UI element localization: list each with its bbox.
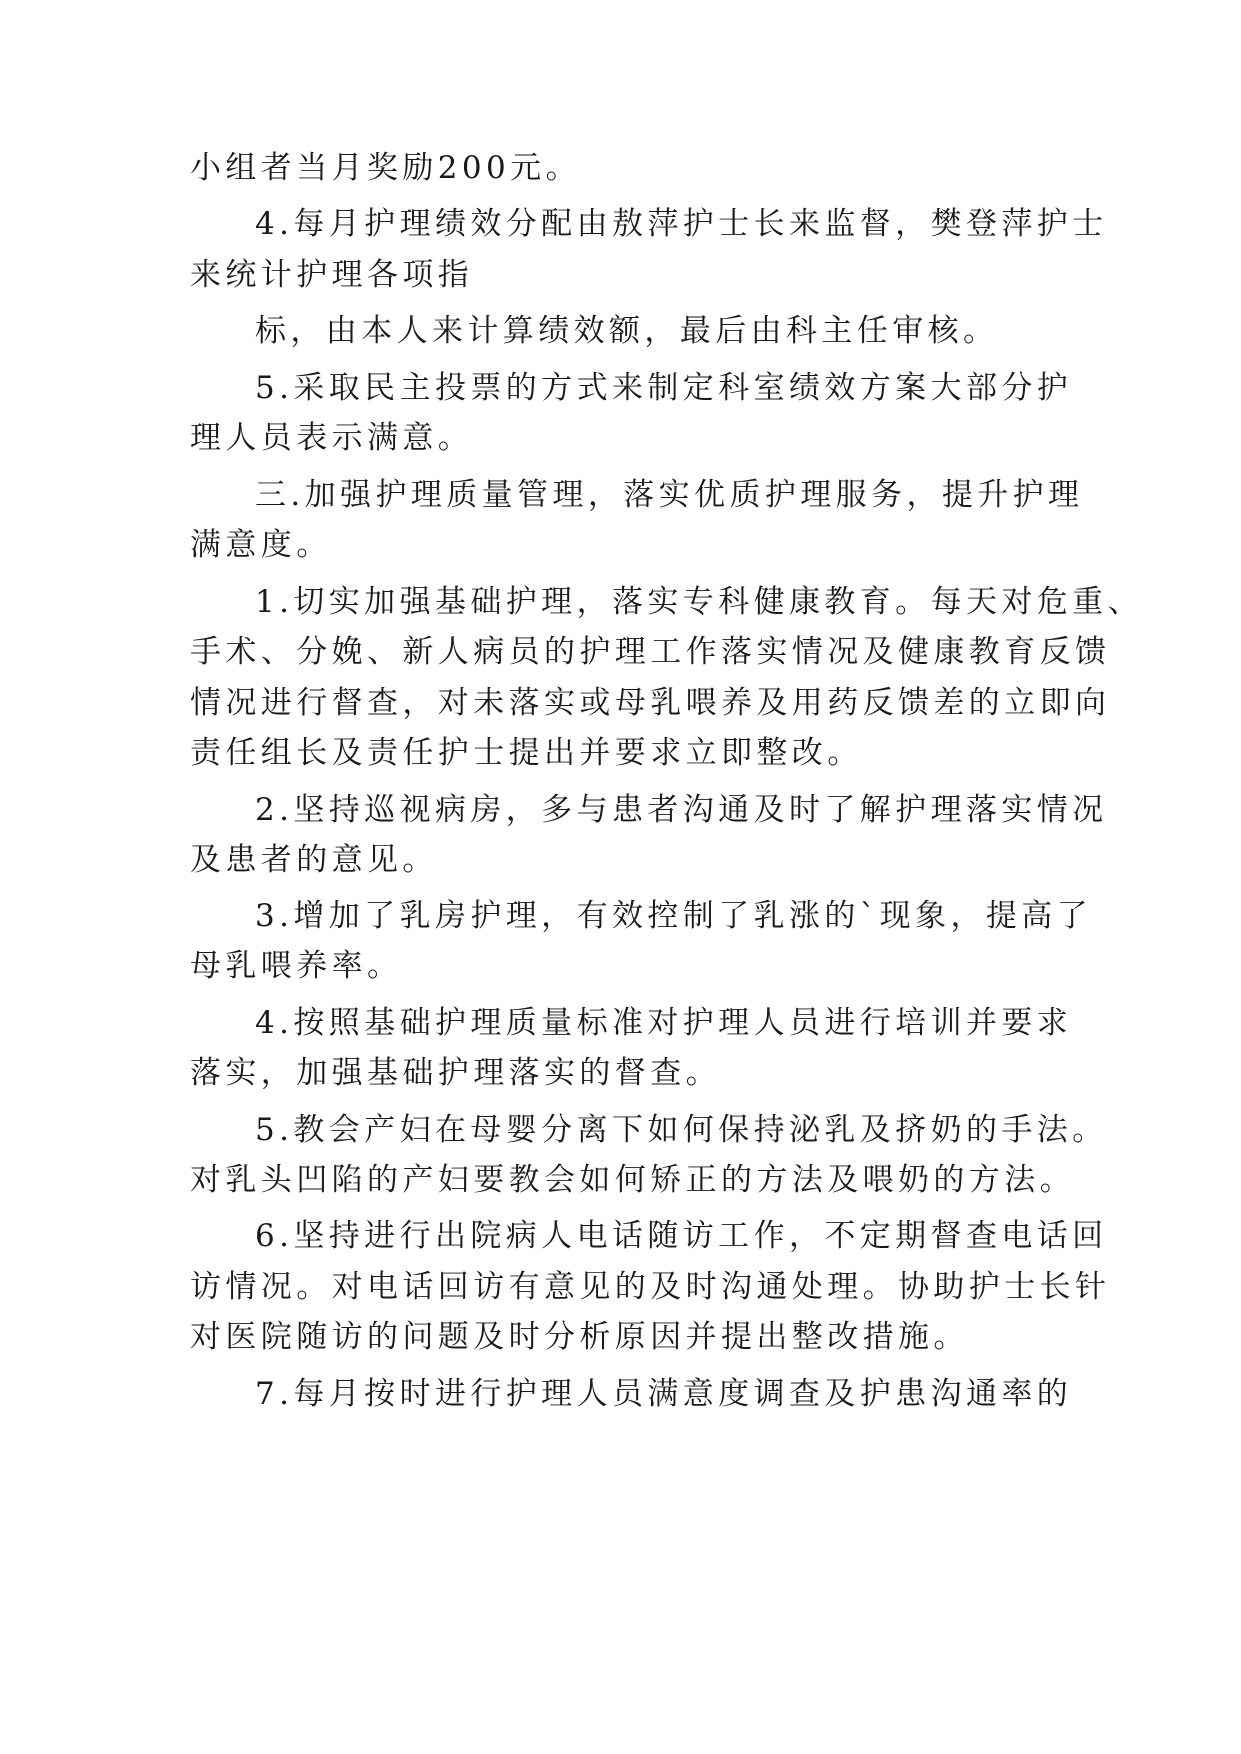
text-line: 2.坚持巡视病房，多与患者沟通及时了解护理落实情况 xyxy=(255,792,1108,828)
text-line: 3.增加了乳房护理，有效控制了乳涨的`现象，提高了 xyxy=(255,898,1093,934)
text-line: 4.按照基础护理质量标准对护理人员进行培训并要求 xyxy=(255,1005,1073,1041)
text-line: 母乳喂养率。 xyxy=(190,948,403,984)
text-line: 7.每月按时进行护理人员满意度调查及护患沟通率的 xyxy=(255,1376,1073,1412)
text-line: 对医院随访的问题及时分析原因并提出整改措施。 xyxy=(190,1319,969,1355)
section-heading: 满意度。 xyxy=(190,527,332,563)
text-line: 对乳头凹陷的产妇要教会如何矫正的方法及喂奶的方法。 xyxy=(190,1162,1075,1198)
text-line: 落实，加强基础护理落实的督查。 xyxy=(190,1055,721,1091)
section-heading: 三.加强护理质量管理，落实优质护理服务，提升护理 xyxy=(255,477,1084,513)
text-line: 1.切实加强基础护理，落实专科健康教育。每天对危重、 xyxy=(255,584,1143,620)
text-line: 手术、分娩、新人病员的护理工作落实情况及健康教育反馈 xyxy=(190,634,1111,670)
text-line: 5.采取民主投票的方式来制定科室绩效方案大部分护 xyxy=(255,370,1073,406)
text-line: 来统计护理各项指 xyxy=(190,257,474,293)
text-line: 责任组长及责任护士提出并要求立即整改。 xyxy=(190,735,863,771)
text-line: 情况进行督查，对未落实或母乳喂养及用药反馈差的立即向 xyxy=(190,685,1111,721)
text-line: 访情况。对电话回访有意见的及时沟通处理。协助护士长针 xyxy=(190,1269,1111,1305)
text-line: 小组者当月奖励200元。 xyxy=(190,150,581,186)
text-line: 5.教会产妇在母婴分离下如何保持泌乳及挤奶的手法。 xyxy=(255,1112,1108,1148)
text-line: 标，由本人来计算绩效额，最后由科主任审核。 xyxy=(255,313,999,349)
text-line: 及患者的意见。 xyxy=(190,842,438,878)
text-line: 4.每月护理绩效分配由敖萍护士长来监督，樊登萍护士 xyxy=(255,206,1108,242)
text-line: 理人员表示满意。 xyxy=(190,420,474,456)
text-line: 6.坚持进行出院病人电话随访工作，不定期督查电话回 xyxy=(255,1218,1108,1254)
